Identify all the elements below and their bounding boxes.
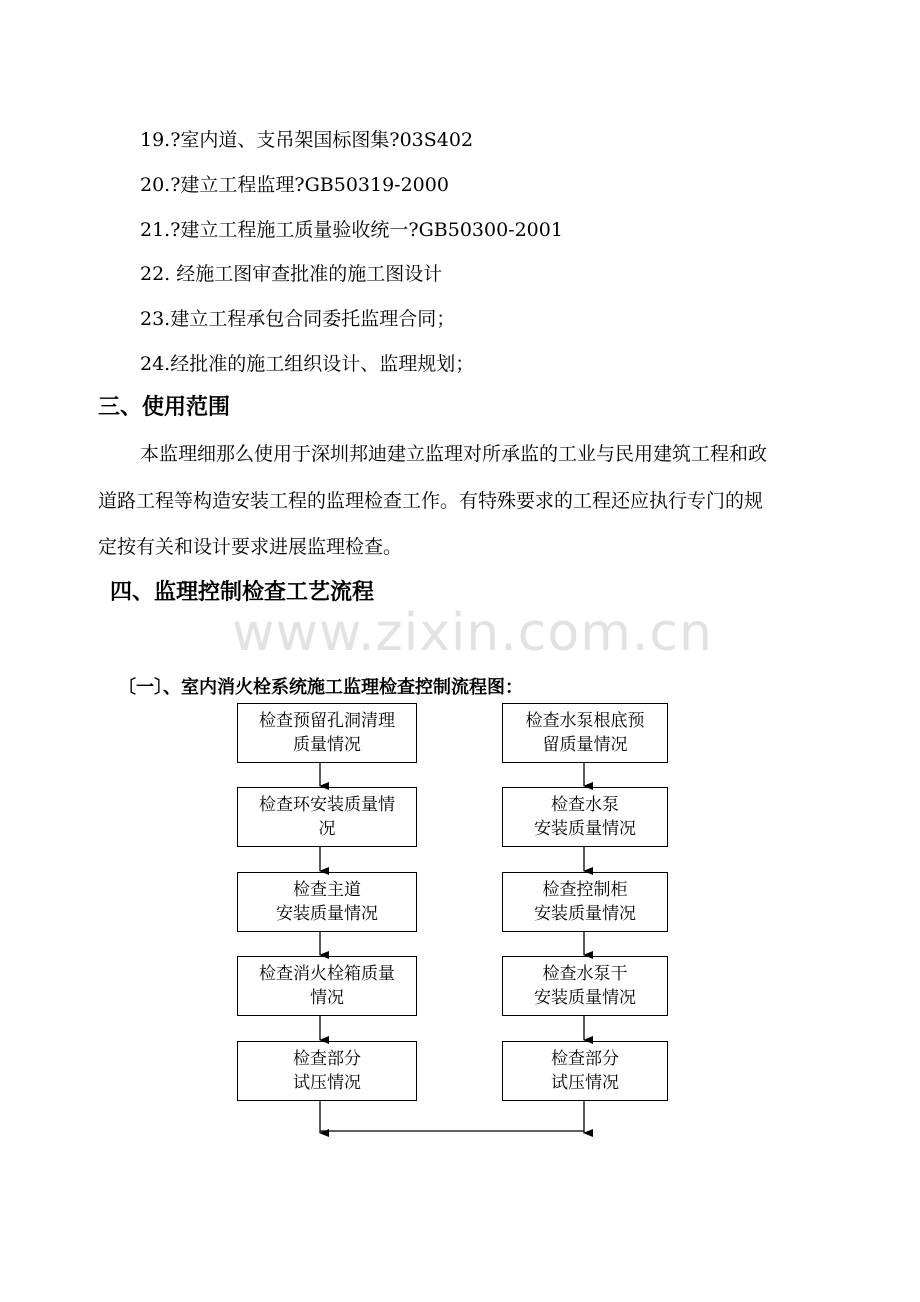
flow-right-step-5: 检查部分 试压情况 [502,1041,668,1101]
section-3-line-1: 本监理细那么使用于深圳邦迪建立监理对所承监的工业与民用建筑工程和政 [140,443,768,465]
flow-right-step-4: 检查水泵干 安装质量情况 [502,956,668,1016]
flow-left-step-1: 检查预留孔洞清理 质量情况 [237,703,417,763]
flowchart-subtitle: 〔一〕、室内消火栓系统施工监理检查控制流程图： [118,677,523,698]
flow-left-step-2: 检查环安装质量情 况 [237,787,417,847]
section-3-line-2: 道路工程等构造安装工程的监理检查工作。有特殊要求的工程还应执行专门的规 [98,490,764,512]
flow-left-step-4: 检查消火栓箱质量 情况 [237,956,417,1016]
reference-21: 21.?建立工程施工质量验收统一?GB50300-2001 [140,219,563,241]
reference-20: 20.?建立工程监理?GB50319-2000 [140,174,449,196]
reference-19: 19.?室内道、支吊架国标图集?03S402 [140,129,474,151]
reference-22: 22. 经施工图审查批准的施工图设计 [140,263,443,285]
flow-left-step-3: 检查主道 安装质量情况 [237,872,417,932]
reference-24: 24.经批准的施工组织设计、监理规划； [140,353,475,375]
flow-left-step-5: 检查部分 试压情况 [237,1041,417,1101]
watermark: www.zixin.com.cn [232,603,713,663]
section-3-line-3: 定按有关和设计要求进展监理检查。 [98,536,403,558]
section-3-heading: 三、使用范围 [98,395,231,420]
section-4-heading: 四、监理控制检查工艺流程 [110,580,375,605]
flow-right-step-3: 检查控制柜 安装质量情况 [502,872,668,932]
reference-23: 23.建立工程承包合同委托监理合同； [140,308,456,330]
flow-right-step-1: 检查水泵根底预 留质量情况 [502,703,668,763]
flow-right-step-2: 检查水泵 安装质量情况 [502,787,668,847]
